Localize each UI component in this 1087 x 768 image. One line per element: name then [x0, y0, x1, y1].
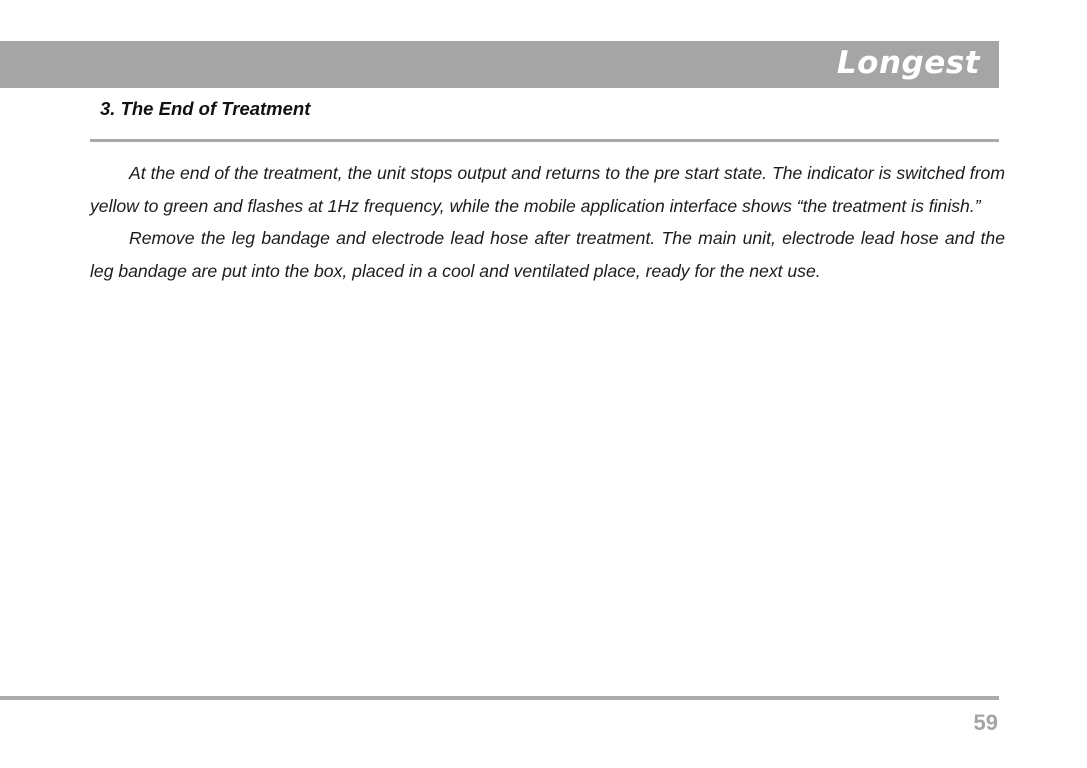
heading-divider — [90, 139, 999, 142]
section-body — [90, 157, 1005, 287]
section-heading: 3. The End of Treatment — [100, 98, 311, 119]
page-number: 59 — [973, 710, 998, 735]
paragraph-after-treatment: Remove the leg bandage and electrode lead hose after treatment. The main unit, electrode lead hose and the leg bandage are put into the box, placed in a cool and ventilated place, ready for the next use. — [90, 228, 1005, 281]
paragraph-end-of-treatment: At the end of the treatment, the unit stops output and returns to the pre start state. The indicator is switched from yellow to green and flashes at 1Hz frequency, while the mobile application interface shows “the treatment is finish.” — [90, 163, 1005, 216]
footer-divider — [0, 696, 999, 700]
brand-logo: Longest — [836, 45, 980, 81]
header-band — [0, 41, 999, 88]
